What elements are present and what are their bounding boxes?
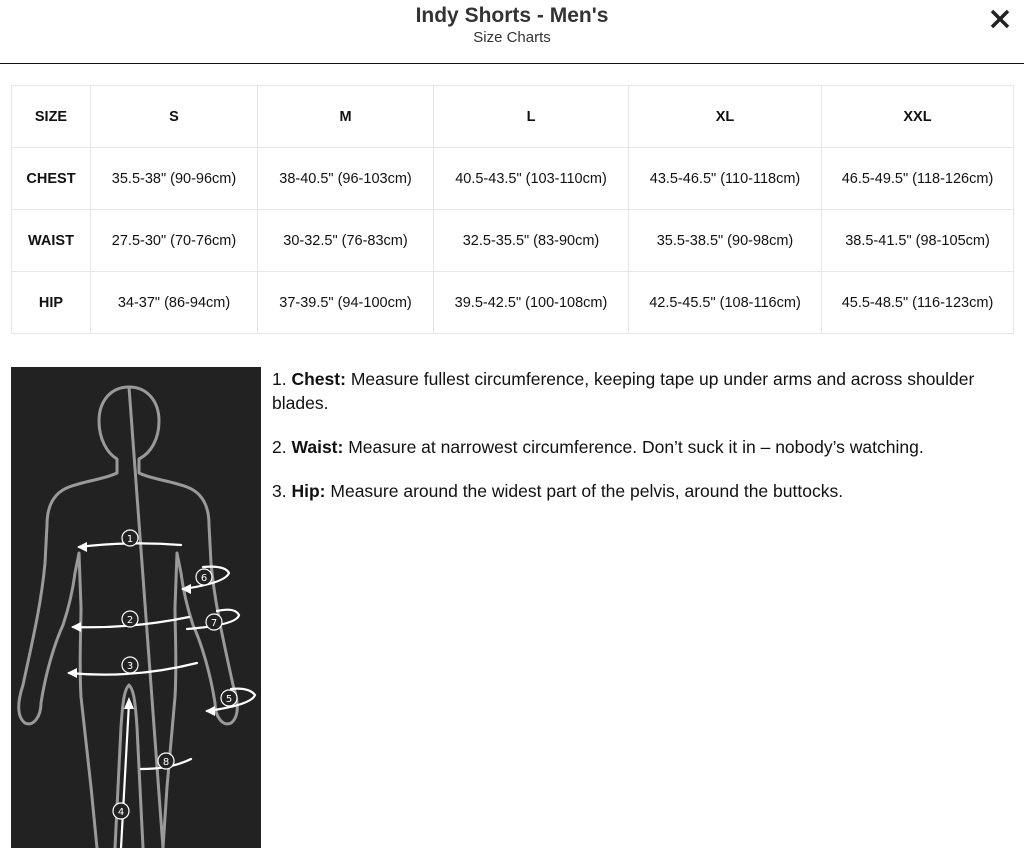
table-cell: 37-39.5" (94-100cm) [258,272,434,334]
table-header-row [12,86,1014,148]
table-cell: 38.5-41.5" (98-105cm) [822,210,1014,272]
table-cell: 35.5-38.5" (90-98cm) [629,210,822,272]
measurement-diagram [11,367,261,848]
page-subtitle: Size Charts [473,29,551,46]
marker-7 [206,614,222,630]
row-label-hip: HIP [12,272,91,334]
waist-arrow [71,622,81,632]
marker-8 [158,753,174,769]
table-cell: 46.5-49.5" (118-126cm) [822,148,1014,210]
row-label-chest: CHEST [12,148,91,210]
marker-3 [122,657,138,673]
table-cell: 38-40.5" (96-103cm) [258,148,434,210]
table-cell: 35.5-38" (90-96cm) [91,148,258,210]
svg-text:5: 5 [225,694,233,705]
table-row [12,272,1014,334]
measurement-instructions [272,367,1017,523]
table-cell: 45.5-48.5" (116-123cm) [822,272,1014,334]
instruction-hip [272,479,1017,503]
modal-header [0,0,1024,64]
svg-text:6: 6 [200,573,208,584]
svg-text:3: 3 [126,661,134,672]
column-header-s: S [91,86,258,148]
table-row [12,148,1014,210]
column-header-xl: XL [629,86,822,148]
close-button[interactable] [984,2,1016,34]
marker-5 [221,690,237,706]
instruction-number: 3. [272,481,287,501]
chest-arrow [77,542,87,552]
instruction-chest [272,367,1017,415]
close-icon [984,2,1016,34]
marker-4 [113,803,129,819]
instruction-text: Measure at narrowest circumference. Don’t suck it in – nobody’s watching. [348,437,924,457]
instruction-text: Measure around the widest part of the pelvis, around the buttocks. [330,481,844,501]
table-cell: 39.5-42.5" (100-108cm) [434,272,629,334]
table-cell: 42.5-45.5" (108-116cm) [629,272,822,334]
hip-arrow [67,668,77,678]
table-cell: 32.5-35.5" (83-90cm) [434,210,629,272]
marker-2 [122,611,138,627]
body-figure-illustration [11,367,261,848]
instruction-waist [272,435,1017,459]
table-cell: 27.5-30" (70-76cm) [91,210,258,272]
instruction-number: 1. [272,369,287,389]
column-header-m: M [258,86,434,148]
svg-text:4: 4 [117,807,125,818]
column-header-xxl: XXL [822,86,1014,148]
svg-text:2: 2 [126,615,134,626]
column-header-l: L [434,86,629,148]
instruction-term: Hip: [291,481,326,501]
table-row [12,210,1014,272]
page-title: Indy Shorts - Men's [415,4,609,27]
svg-text:8: 8 [162,757,170,768]
size-chart-table [11,85,1014,334]
instruction-term: Waist: [291,437,344,457]
svg-text:1: 1 [126,534,134,545]
instruction-term: Chest: [291,369,346,389]
marker-6 [196,569,212,585]
column-header-size: SIZE [12,86,91,148]
instruction-text: Measure fullest circumference, keeping tape up under arms and across shoulder blades. [272,369,975,413]
table-cell: 30-32.5" (76-83cm) [258,210,434,272]
svg-text:7: 7 [210,618,218,629]
table-cell: 34-37" (86-94cm) [91,272,258,334]
table-cell: 40.5-43.5" (103-110cm) [434,148,629,210]
instruction-number: 2. [272,437,287,457]
wrist-arrow [205,706,215,716]
table-cell: 43.5-46.5" (110-118cm) [629,148,822,210]
marker-1 [122,530,138,546]
inseam-arrow [124,697,134,709]
row-label-waist: WAIST [12,210,91,272]
